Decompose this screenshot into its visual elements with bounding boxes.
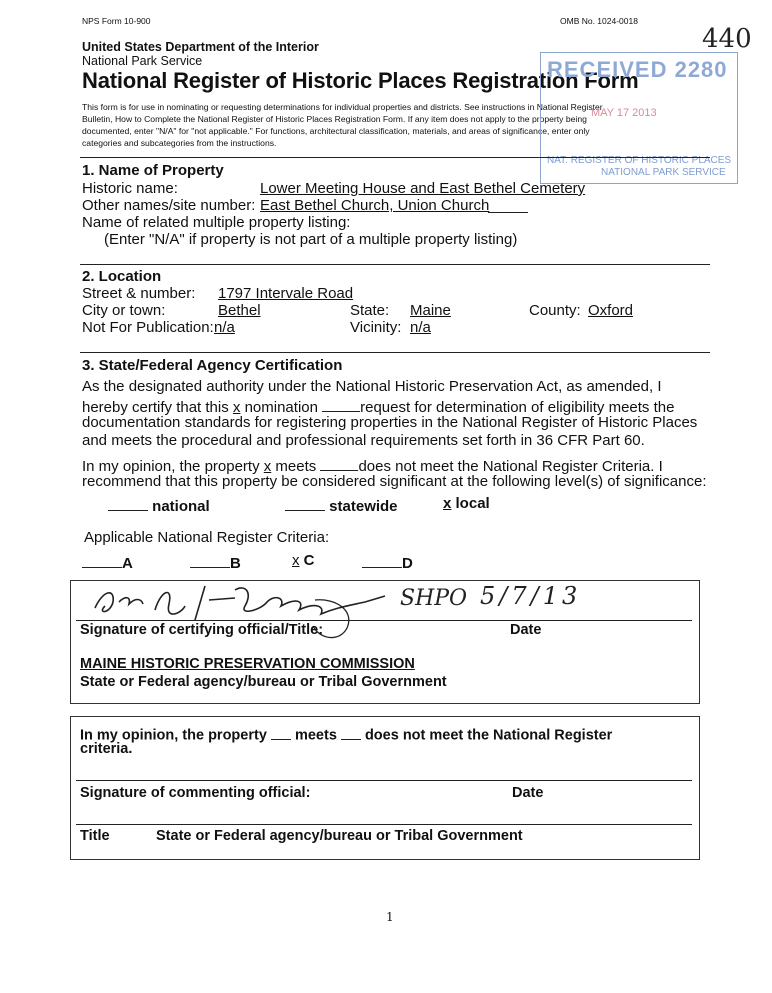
text-segment: In my opinion, the property — [80, 727, 267, 744]
text-segment: meets — [294, 727, 337, 744]
criterion-mark — [82, 552, 122, 568]
criterion-label: A — [122, 555, 133, 572]
certification-text-line4: and meets the procedural and professional requirements set forth in 36 CFR Part 60. — [82, 432, 645, 449]
historic-name-value: Lower Meeting House and East Bethel Cemetery — [260, 180, 586, 197]
level-label: statewide — [329, 498, 398, 515]
text-segment: meets — [271, 458, 321, 475]
vicinity-value: n/a — [410, 319, 431, 336]
opinion-text — [82, 455, 663, 475]
stamp-received: RECEIVED 2280 — [547, 57, 728, 82]
criterion-d — [362, 552, 413, 572]
level-national — [108, 495, 210, 515]
certifying-signature-label: Signature of certifying official/Title: — [80, 622, 324, 638]
commenting-agency-type: State or Federal agency/bureau or Tribal Government — [156, 828, 523, 844]
stamp-office-line1: NAT. REGISTER OF HISTORIC PLACES — [547, 155, 732, 166]
service-name: National Park Service — [82, 54, 203, 68]
level-mark — [285, 495, 325, 511]
instruction-line: documented, enter "N/A" for "not applicable." For functions, architectural classification, materials, and areas of significance, enter only — [82, 126, 590, 136]
criterion-mark — [362, 552, 402, 568]
nomination-mark: x — [232, 399, 241, 416]
commenting-criteria: criteria. — [80, 741, 133, 757]
not-meet-blank — [320, 455, 358, 471]
level-mark — [108, 495, 148, 511]
vicinity-label: Vicinity: — [350, 319, 402, 336]
criterion-label: C — [303, 552, 315, 569]
criterion-label: D — [402, 555, 413, 572]
section-divider — [80, 352, 710, 353]
commenting-opinion — [80, 724, 612, 744]
certification-text: As the designated authority under the National Historic Preservation Act, as amended, I — [82, 378, 662, 395]
county-label: County: — [529, 302, 581, 319]
level-label: local — [455, 495, 490, 512]
received-stamp — [540, 52, 738, 184]
level-statewide — [285, 495, 398, 515]
street-label: Street & number: — [82, 285, 196, 302]
state-label: State: — [350, 302, 390, 319]
form-number: NPS Form 10-900 — [82, 16, 151, 26]
nfp-value: n/a — [214, 319, 235, 336]
commenting-date-label: Date — [512, 785, 544, 801]
text-segment: does not meet the National Register Criteria. I — [358, 458, 663, 475]
criterion-mark: x — [292, 552, 300, 569]
handwritten-signature — [85, 580, 415, 650]
section-divider — [80, 157, 710, 158]
agency-name: MAINE HISTORIC PRESERVATION COMMISSION — [80, 656, 415, 672]
certifying-date-label: Date — [510, 622, 542, 638]
blank-line — [488, 212, 528, 213]
nfp-label: Not For Publication: — [82, 319, 214, 336]
commenting-title-label: Title — [80, 828, 110, 844]
criterion-c — [292, 552, 315, 569]
section2-heading: 2. Location — [82, 268, 162, 285]
commenting-signature-line — [76, 780, 692, 781]
other-names-label: Other names/site number: — [82, 197, 256, 214]
meets-mark: x — [263, 458, 272, 475]
department-name: United States Department of the Interior — [82, 40, 319, 54]
state-value: Maine — [410, 302, 451, 319]
signature-title-handwritten: SHPO — [400, 586, 468, 611]
signature-date-handwritten: 5/7/13 — [480, 582, 582, 610]
section3-heading: 3. State/Federal Agency Certification — [82, 357, 343, 374]
recommend-text: recommend that this property be considered significant at the following level(s) of significance: — [82, 473, 707, 490]
commenting-signature-label: Signature of commenting official: — [80, 785, 311, 801]
not-meet-blank — [341, 724, 361, 740]
street-value: 1797 Intervale Road — [218, 285, 354, 302]
section-divider — [80, 264, 710, 265]
handwritten-number: 440 — [702, 24, 752, 54]
stamp-date: MAY 17 2013 — [591, 107, 657, 119]
instruction-line: Bulletin, How to Complete the National Register of Historic Places Registration Form. If any item does not apply to the property being — [82, 114, 587, 124]
other-names-value: East Bethel Church, Union Church — [260, 197, 490, 214]
criteria-label: Applicable National Register Criteria: — [84, 529, 330, 546]
certification-text-line2 — [82, 396, 674, 416]
text-segment: nomination — [240, 399, 323, 416]
text-segment: does not meet the National Register — [364, 727, 613, 744]
instruction-line: categories and subcategories from the instructions. — [82, 138, 277, 148]
signature-line — [76, 620, 692, 621]
related-listing-label: Name of related multiple property listing: — [82, 214, 351, 231]
certification-text-line3: documentation standards for registering properties in the National Register of Historic Places — [82, 414, 698, 431]
instruction-line: This form is for use in nominating or requesting determinations for individual properties and districts. See instructions in National Register — [82, 102, 603, 112]
criterion-b — [190, 552, 241, 572]
text-segment: In my opinion, the property — [82, 458, 264, 475]
criterion-mark — [190, 552, 230, 568]
page-number: 1 — [386, 910, 394, 924]
related-listing-note: (Enter "N/A" if property is not part of a multiple property listing) — [104, 231, 518, 248]
section1-heading: 1. Name of Property — [82, 162, 224, 179]
level-mark: x — [443, 495, 452, 512]
text-segment: hereby certify that this — [82, 399, 233, 416]
request-blank — [322, 396, 360, 412]
county-value: Oxford — [588, 302, 634, 319]
text-segment: request for determination of eligibility meets the — [360, 399, 675, 416]
commenting-title-line — [76, 824, 692, 825]
city-value: Bethel — [218, 302, 261, 319]
historic-name-label: Historic name: — [82, 180, 178, 197]
stamp-office-line2: NATIONAL PARK SERVICE — [601, 167, 726, 178]
criterion-label: B — [230, 555, 241, 572]
omb-number: OMB No. 1024-0018 — [560, 16, 638, 26]
level-local — [443, 495, 490, 512]
agency-type: State or Federal agency/bureau or Tribal Government — [80, 674, 447, 690]
city-label: City or town: — [82, 302, 166, 319]
criterion-a — [82, 552, 133, 572]
level-label: national — [152, 498, 210, 515]
meets-blank — [271, 724, 291, 740]
page-title: National Register of Historic Places Registration Form — [82, 68, 639, 93]
